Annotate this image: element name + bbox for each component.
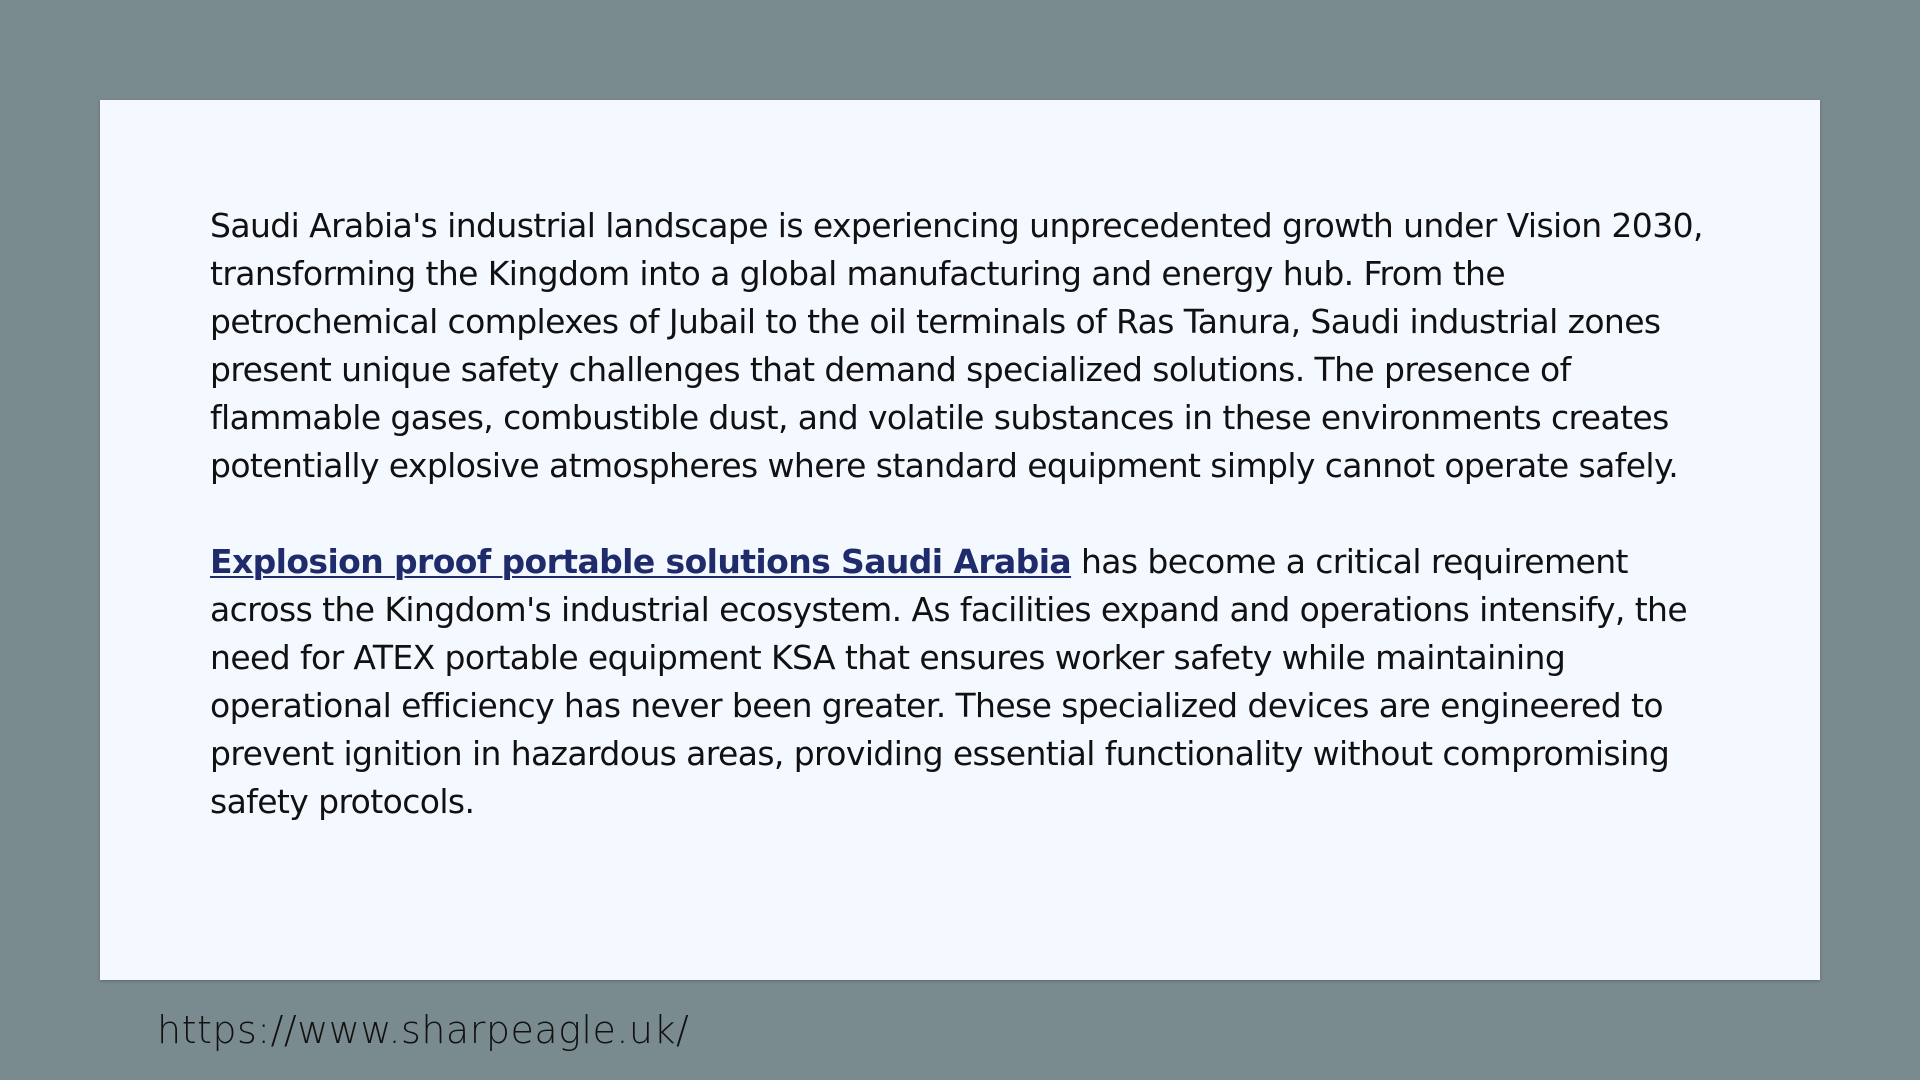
slide-body [210, 202, 1720, 826]
solutions-paragraph [210, 538, 1720, 826]
footer-website-url: https://www.sharpeagle.uk/ [157, 1008, 690, 1052]
slide-content-card [100, 100, 1820, 980]
explosion-proof-solutions-link[interactable]: Explosion proof portable solutions Saudi Arabia [210, 542, 1072, 581]
solutions-paragraph-text: has become a critical requirement across the Kingdom's industrial ecosystem. As facilities expand and operations intensify, the need for ATEX portable equipment KSA that ensures worker safety while maintaining operational efficiency has never been greater. These specialized devices are engineered to prevent ignition in hazardous areas, providing essential functionality without compromising safety protocols. [210, 542, 1688, 821]
intro-paragraph: Saudi Arabia's industrial landscape is experiencing unprecedented growth under Vision 2030, transforming the Kingdom into a global manufacturing and energy hub. From the petrochemical complexes of Jubail to the oil terminals of Ras Tanura, Saudi industrial zones present unique safety challenges that demand specialized solutions. The presence of flammable gases, combustible dust, and volatile substances in these environments creates potentially explosive atmospheres where standard equipment simply cannot operate safely. [210, 206, 1703, 485]
